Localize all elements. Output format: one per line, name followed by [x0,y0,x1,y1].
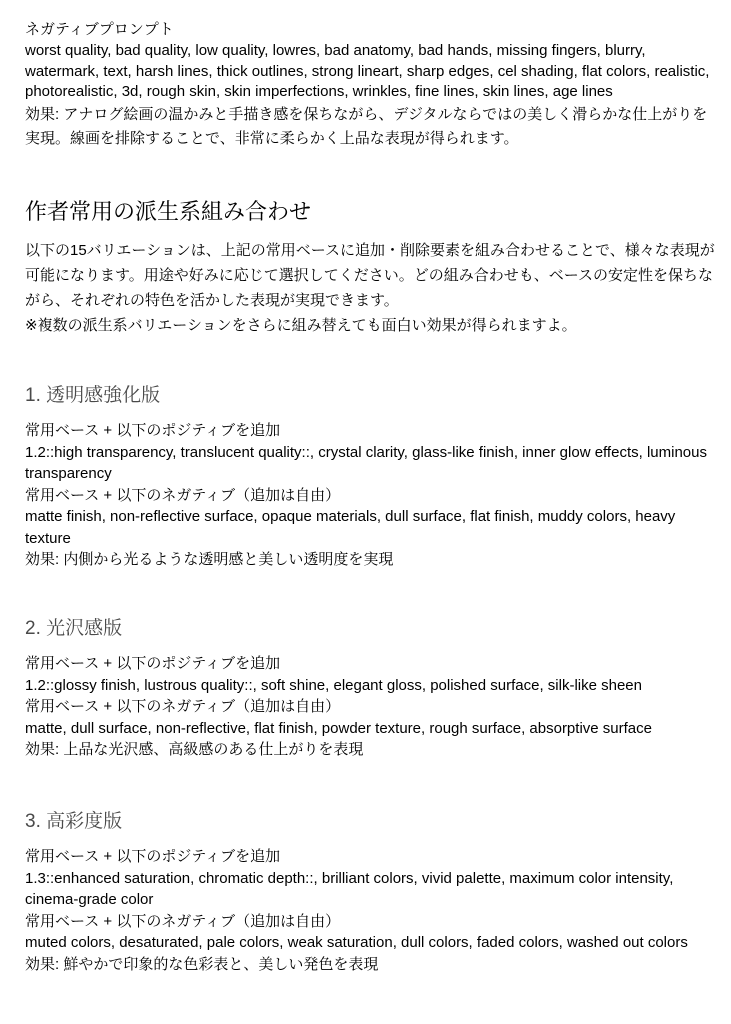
positive-label: 常用ベース + 以下のポジティブを追加 [25,655,281,672]
variation-title: 3. 高彩度版 [25,811,123,832]
variation-section-1 [25,383,715,571]
variation-effect: 効果: 上品な光沢感、高級感のある仕上がりを表現 [25,741,364,758]
variation-section-2 [25,616,715,761]
derivatives-note: ※複数の派生系バリエーションをさらに組み替えても面白い効果が得られますよ。 [25,317,577,334]
variation-effect: 効果: 鮮やかで印象的な色彩表と、美しい発色を表現 [25,955,379,973]
positive-label: 常用ベース + 以下のポジティブを追加 [25,422,281,439]
derivatives-intro: 以下の15バリエーションは、上記の常用ベースに追加・削除要素を組み合わせることで、様々な表現が可能になります。用途や好みに応じて選択してください。どの組み合わせも、ベースの安定性を保ちながら、それぞれの特色を活かした表現が実現できます。 [25,242,715,309]
variation-effect: 効果: 内側から光るような透明感と美しい透明度を実現 [25,551,394,568]
negative-prompt-text: worst quality, bad quality, low quality, lowres, bad anatomy, bad hands, missing fingers, blurry, watermark, text, harsh lines, thick outlines, strong lineart, sharp edges, cel shading, flat colors, realistic, photorealistic, 3d, rough skin, skin imperfections, wrinkles, fine lines, skin lines, age lines [25,42,710,100]
negative-label: 常用ベース + 以下のネガティブ（追加は自由） [25,486,341,504]
positive-prompt: 1.2::glossy finish, lustrous quality::, soft shine, elegant gloss, polished surface, silk-like sheen [25,676,642,694]
negative-prompt-effect: 効果: アナログ絵画の温かみと手描き感を保ちながら、デジタルならではの美しく滑らかな仕上がりを実現。線画を排除することで、非常に柔らかく上品な表現が得られます。 [25,105,708,147]
negative-prompt-label: ネガティブプロンプト [25,21,174,38]
negative-label: 常用ベース + 以下のネガティブ（追加は自由） [25,912,341,930]
positive-prompt: 1.2::high transparency, translucent quality::, crystal clarity, glass-like finish, inner glow effects, luminous transparency [25,443,707,482]
negative-prompt: muted colors, desaturated, pale colors, weak saturation, dull colors, faded colors, washed out colors [25,934,688,951]
negative-prompt: matte, dull surface, non-reflective, flat finish, powder texture, rough surface, absorptive surface [25,719,652,737]
negative-prompt-section [25,20,715,151]
variation-section-3 [25,809,715,975]
variation-title: 1. 透明感強化版 [25,385,161,406]
derivatives-section [25,197,715,338]
positive-label: 常用ベース + 以下のポジティブを追加 [25,848,281,865]
negative-prompt: matte finish, non-reflective surface, opaque materials, dull surface, flat finish, muddy colors, heavy texture [25,508,676,547]
derivatives-heading: 作者常用の派生系組み合わせ [25,199,312,224]
negative-label: 常用ベース + 以下のネガティブ（追加は自由） [25,698,341,715]
positive-prompt: 1.3::enhanced saturation, chromatic depth::, brilliant colors, vivid palette, maximum color intensity, cinema-grade color [25,869,674,908]
variation-title: 2. 光沢感版 [25,618,123,639]
